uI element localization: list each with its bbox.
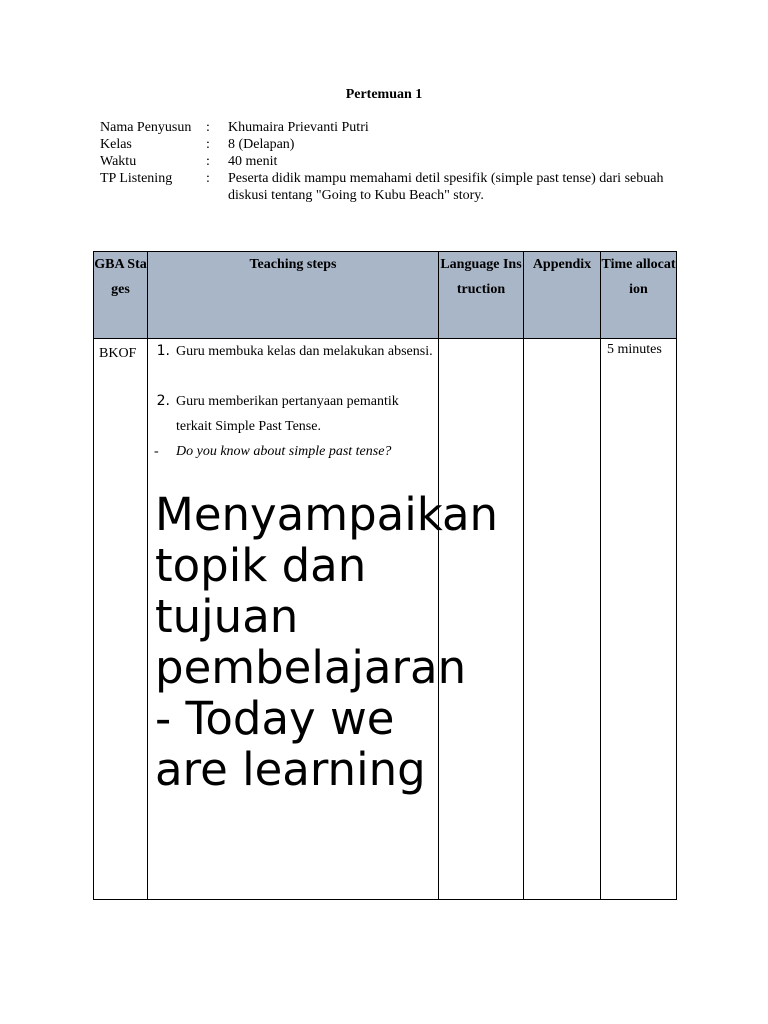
steps-cell (148, 339, 499, 900)
header-language-instruction: Language Instruction (439, 252, 524, 339)
large-text-block (155, 488, 499, 796)
step-item (154, 439, 436, 464)
language-instruction-cell (439, 339, 524, 900)
info-value: Peserta didik mampu memahami detil spesifik (simple past tense) dari sebuah diskusi tentang "Going to Kubu Beach" story. (228, 171, 664, 203)
step-item (156, 389, 436, 439)
info-colon: : (206, 120, 210, 135)
header-time-allocation: Time allocation (601, 252, 677, 339)
lesson-info (100, 119, 680, 204)
lesson-plan-table (93, 251, 677, 900)
time-value: 5 minutes (607, 342, 662, 357)
info-label: Waktu (100, 154, 137, 169)
table-row (94, 339, 677, 900)
step-text: Guru memberikan pertanyaan pemantik terkait Simple Past Tense. (176, 394, 399, 434)
info-colon: : (206, 137, 210, 152)
step-number: 1. (156, 343, 170, 359)
info-colon: : (206, 171, 210, 186)
header-gba-stages: GBA Stages (94, 252, 148, 339)
table-header-row (94, 252, 677, 339)
step-number: 2. (156, 393, 170, 409)
info-label: Kelas (100, 137, 132, 152)
info-row-time (100, 153, 680, 170)
appendix-cell (524, 339, 601, 900)
info-value: Khumaira Prievanti Putri (228, 120, 369, 135)
large-text-topic: Menyampaikan topik dan tujuan pembelajaran (155, 488, 499, 694)
info-value: 40 menit (228, 154, 278, 169)
step-question: Do you know about simple past tense? (176, 444, 392, 459)
header-teaching-steps: Teaching steps (148, 252, 439, 339)
info-label: Nama Penyusun (100, 120, 192, 135)
info-value: 8 (Delapan) (228, 137, 295, 152)
time-cell (601, 339, 677, 900)
step-text: Guru membuka kelas dan melakukan absensi. (176, 344, 433, 359)
step-bullet: - (154, 444, 159, 459)
stage-label: BKOF (99, 346, 137, 361)
step-item (156, 339, 436, 364)
large-text-learning: - Today we are learning (155, 692, 426, 796)
info-row-class (100, 136, 680, 153)
info-row-name (100, 119, 680, 136)
info-label: TP Listening (100, 171, 173, 186)
info-row-objective (100, 170, 680, 204)
info-colon: : (206, 154, 210, 169)
stage-cell (94, 339, 148, 900)
header-appendix: Appendix (524, 252, 601, 339)
page-title: Pertemuan 1 (345, 87, 423, 102)
